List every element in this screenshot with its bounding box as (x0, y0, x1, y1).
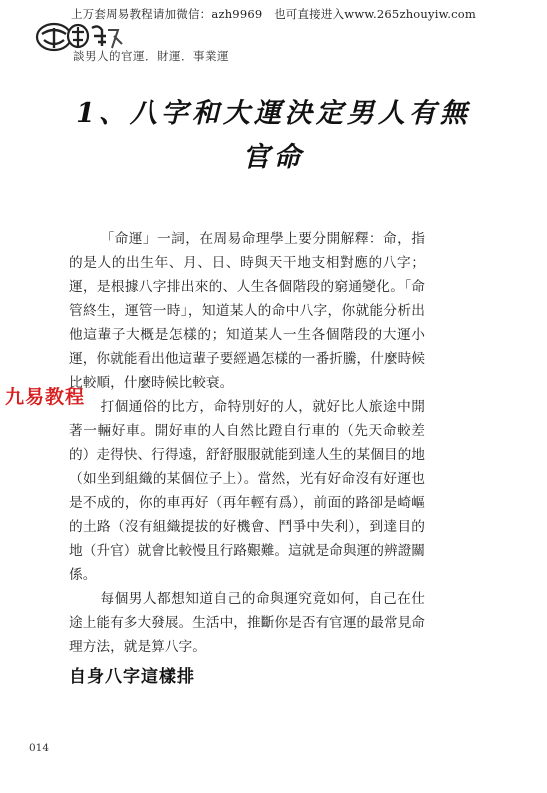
chapter-title (60, 92, 487, 180)
paragraph-2: 打個通俗的比方，命特別好的人，就好比人旅途中開著一輛好車。開好車的人自然比蹬自行車的（先天命較差的）走得快、行得遠，舒舒服服就能到達人生的某個目的地（如坐到組織的某個位子上）。當然，光有好命沒有好運也是不成的，你的車再好（再年輕有爲），前面的路卻是崎嶇的土路（沒有組織提拔的好機會、鬥爭中失利），到達目的地（升官）就會比較慢且行路艱難。這就是命與運的辨證關係。 (69, 399, 425, 583)
paragraph-1: 「命運」一詞，在周易命理學上要分開解釋：命，指的是人的出生年、月、日、時與天干地支相對應的八字；運，是根據八字排出來的、人生各個階段的窮通變化。「命管終生，運管一時」，知道某人的命中八字，你就能分析出他這輩子大概是怎樣的；知道某人一生各個階段的大運小運，你就能看出他這輩子要經過怎樣的一番折騰，什麼時候比較順，什麼時候比較衰。 (69, 231, 425, 391)
page-number: 014 (29, 742, 50, 754)
section-heading: 自身八字這樣排 (69, 667, 195, 687)
top-banner: 上万套周易教程请加微信：azh9969 也可直接进入www.265zhouyiw.com (70, 7, 477, 21)
chapter-title-line-1: 1、八字和大運決定男人有無 (76, 98, 471, 129)
chapter-title-line-2: 官命 (242, 142, 305, 173)
watermark: 九易教程 (5, 386, 86, 408)
body-text (69, 227, 425, 659)
paragraph-3: 每個男人都想知道自己的命與運究竟如何，自己在仕途上能有多大發展。生活中，推斷你是否有官運的最常見命理方法，就是算八字。 (69, 591, 425, 655)
series-subtitle: 談男人的官運．財運．事業運 (73, 49, 229, 63)
